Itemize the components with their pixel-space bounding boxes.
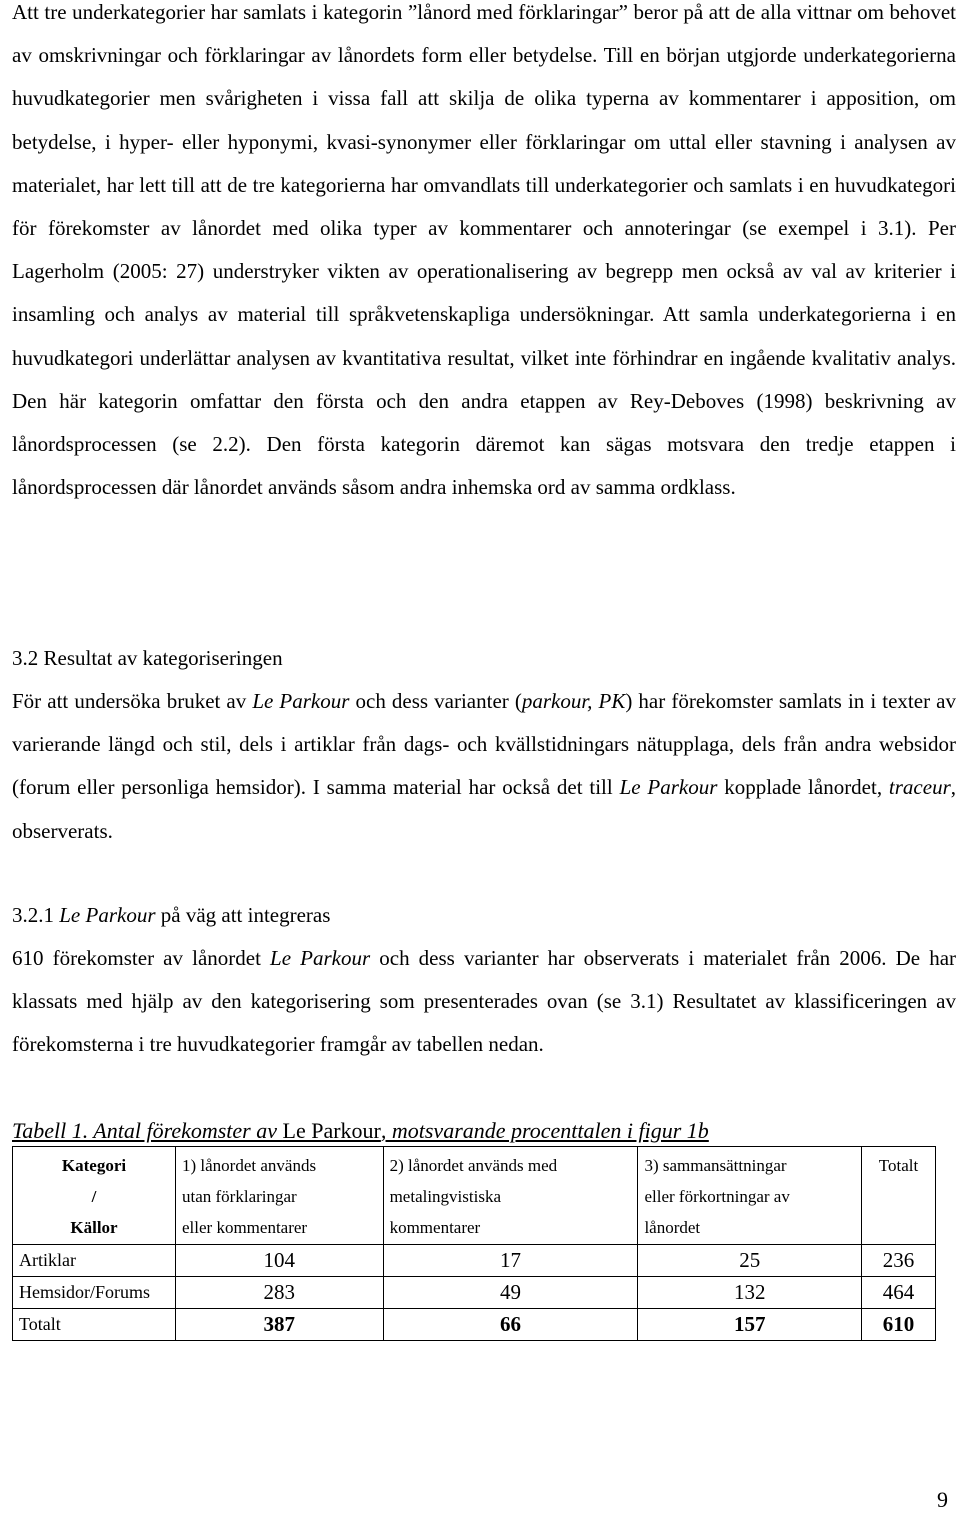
- cell-value: 49: [383, 1277, 638, 1309]
- text-span: För att undersöka bruket av: [12, 689, 253, 713]
- header-line: 2) lånordet används med: [389, 1156, 558, 1175]
- paragraph-method: [12, 680, 956, 853]
- header-line: Källor: [70, 1218, 118, 1237]
- cell-value: 157: [638, 1309, 862, 1341]
- italic-term: Le Parkour: [270, 946, 371, 970]
- cell-value: 132: [638, 1277, 862, 1309]
- table-row-totals: [13, 1309, 936, 1341]
- cell-value: 283: [176, 1277, 384, 1309]
- header-line: metalingvistiska: [389, 1187, 502, 1206]
- section-heading-3-2: 3.2 Resultat av kategoriseringen: [12, 646, 283, 670]
- cell-value: 387: [176, 1309, 384, 1341]
- table-row: [13, 1245, 936, 1277]
- header-category-1: [176, 1147, 384, 1245]
- caption-italic: Tabell 1. Antal förekomster av: [12, 1118, 283, 1143]
- header-category-sources: [13, 1147, 176, 1245]
- italic-term: Le Parkour: [59, 903, 156, 927]
- table-row: [13, 1277, 936, 1309]
- caption-italic: , motsvarande procenttalen i figur 1b: [380, 1118, 709, 1143]
- section-heading-3-2-1: [12, 894, 330, 937]
- italic-term: parkour, PK: [521, 689, 626, 713]
- paragraph-results: [12, 937, 956, 1067]
- header-line: kommentarer: [389, 1218, 481, 1237]
- italic-term: Le Parkour: [252, 689, 350, 713]
- cell-value: 66: [383, 1309, 638, 1341]
- cell-total: 464: [862, 1277, 936, 1309]
- header-total: [862, 1147, 936, 1245]
- page-number: 9: [937, 1487, 948, 1512]
- header-line: Kategori: [61, 1156, 127, 1175]
- heading-text: på väg att integreras: [155, 903, 331, 927]
- row-label: Totalt: [13, 1309, 176, 1341]
- header-line: lånordet: [644, 1218, 701, 1237]
- row-label: Hemsidor/Forums: [13, 1277, 176, 1309]
- header-line: Totalt: [878, 1156, 919, 1175]
- header-category-2: [383, 1147, 638, 1245]
- caption-roman: Le Parkour: [282, 1118, 381, 1143]
- header-line: eller förkortningar av: [644, 1187, 790, 1206]
- text-span: 610 förekomster av lånordet: [12, 946, 271, 970]
- results-table: [12, 1146, 936, 1341]
- row-label: Artiklar: [13, 1245, 176, 1277]
- italic-term: traceur: [888, 775, 951, 800]
- cell-total: 610: [862, 1309, 936, 1341]
- caption-text-underlined: [12, 1118, 709, 1143]
- header-line: /: [91, 1187, 97, 1206]
- header-line: 3) sammansättningar: [644, 1156, 787, 1175]
- cell-value: 25: [638, 1245, 862, 1277]
- cell-value: 17: [383, 1245, 638, 1277]
- header-category-3: [638, 1147, 862, 1245]
- cell-total: 236: [862, 1245, 936, 1277]
- header-line: eller kommentarer: [182, 1218, 308, 1237]
- text-span: och dess varianter har observerats i materialet från 2006. De har klassats med hjälp av den kategorisering som presenterades ovan (se 3.1) Resultatet av klassificeringen av förekomsterna i tre huvudkategorier framgår av tabellen nedan.: [12, 946, 957, 1057]
- text-span: och dess varianter (: [349, 689, 522, 713]
- text-span: kopplade lånordet,: [717, 775, 889, 800]
- table-header-row: [13, 1147, 936, 1245]
- italic-term: Le Parkour: [619, 775, 718, 800]
- text-span: ) har förekomster samlats in i texter av varierande längd och stil, dels i artiklar från dags- och kvällstidningars nätupplaga, dels från andra websidor (forum eller personliga hemsidor). I samma material har också det till: [12, 689, 956, 800]
- paragraph-categories: Att tre underkategorier har samlats i kategorin ”lånord med förklaringar” beror på att de alla vittnar om behovet av omskrivningar och förklaringar av lånordets form eller betydelse. Till en början utgjorde underkategorierna huvudkategorier men svårigheten i vissa fall att skilja de olika typerna av kommentarer i apposition, om betydelse, i hyper- eller hyponymi, kvasi-synonymer eller förklaringar om uttal eller stavning i analysen av materialet, har lett till att de tre kategorierna har omvandlats till underkategorier och samlats i en huvudkategori för förekomster av lånordet med olika typer av kommentarer och annoteringar (se exempel i 3.1). Per Lagerholm (2005: 27) understryker vikten av operationalisering av begrepp men också av val av kriterier i insamling och analys av material till språkvetenskapliga undersökningar. Att samla underkategorierna i en huvudkategori underlättar analysen av kvantitativa resultat, vilket inte förhindrar en ingående kvalitativ analys. Den här kategorin omfattar den första och den andra etappen av Rey-Deboves (1998) beskrivning av lånordsprocessen (se 2.2). Den första kategorin däremot kan sägas motsvara den tredje etappen i lånordsprocessen där lånordet används såsom andra inhemska ord av samma ordklass.: [12, 0, 956, 500]
- header-line: utan förklaringar: [182, 1187, 297, 1206]
- heading-number: 3.2.1: [12, 903, 60, 927]
- table-caption: [12, 1116, 709, 1146]
- cell-value: 104: [176, 1245, 384, 1277]
- text-span: , observerats.: [12, 775, 956, 843]
- header-line: 1) lånordet används: [182, 1156, 317, 1175]
